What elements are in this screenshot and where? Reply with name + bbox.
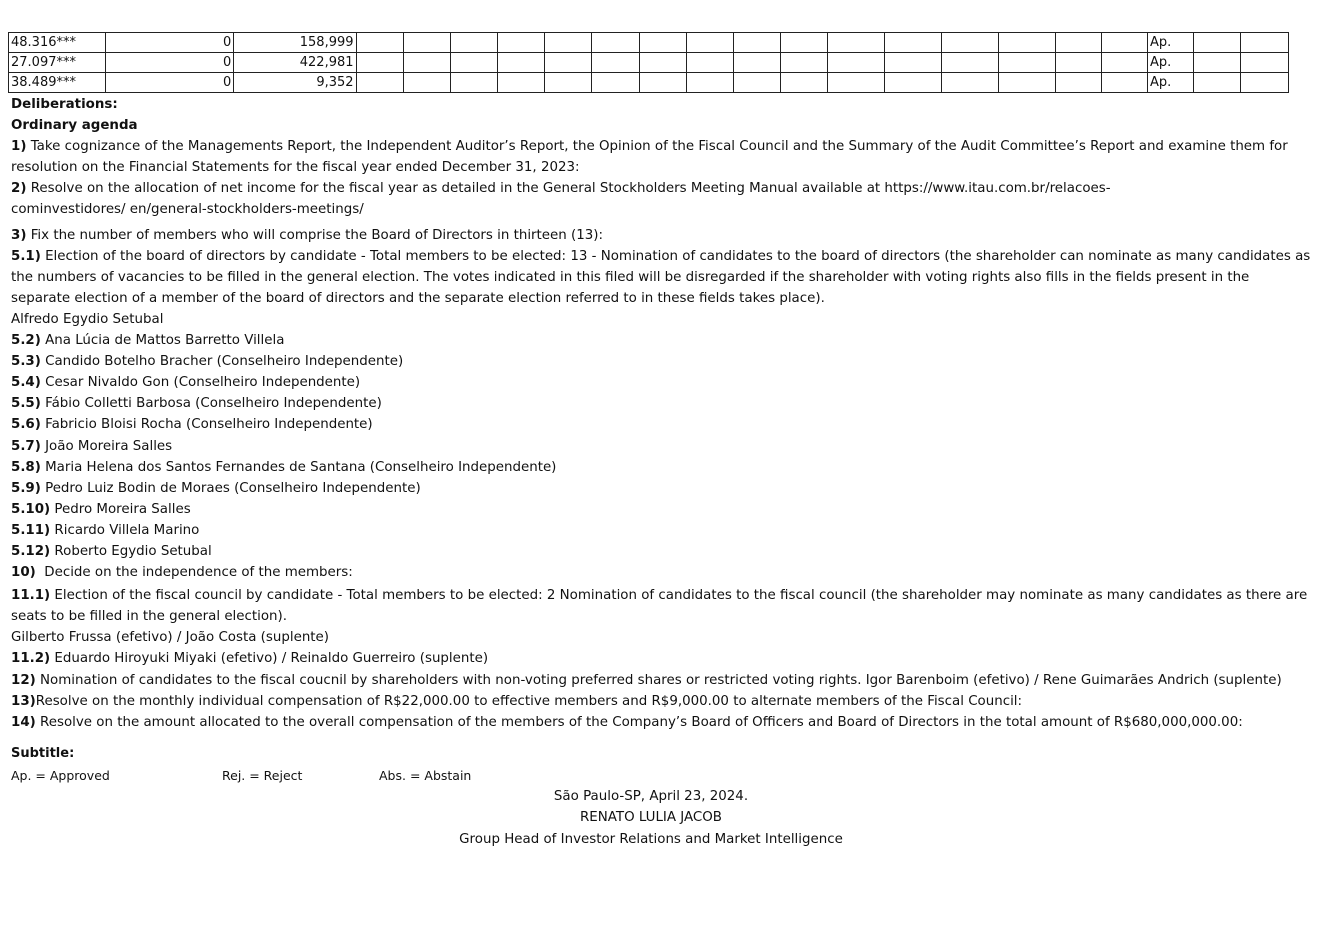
agenda-item-5-7: 5.7) João Moreira Salles	[11, 438, 173, 454]
agenda-item-5-9: 5.9) Pedro Luiz Bodin de Moraes (Conselheiro Independente)	[11, 480, 421, 496]
vote-cell: Ap.	[1148, 73, 1194, 93]
ordinary-agenda-heading: Ordinary agenda	[11, 118, 138, 134]
deliberations-section	[11, 94, 1311, 733]
legend-reject: Rej. = Reject	[222, 768, 303, 783]
shareholder-id-cell: 38.489***	[9, 73, 106, 93]
fiscal-candidate-name: Gilberto Frussa (efetivo) / João Costa (suplente)	[11, 630, 330, 646]
value-cell: 0	[105, 53, 234, 73]
agenda-item-2: 2) Resolve on the allocation of net income for the fiscal year as detailed in the General Stockholders Meeting Manual available at https://www.itau.com.br/relacoes-cominvestidores/ en/general-stockholders-meetings/	[11, 181, 1111, 218]
subtitle-heading: Subtitle:	[11, 746, 75, 761]
agenda-item-5-10: 5.10) Pedro Moreira Salles	[11, 501, 191, 517]
agenda-item-5-2: 5.2) Ana Lúcia de Mattos Barretto Villela	[11, 333, 285, 349]
agenda-item-5-3: 5.3) Candido Botelho Bracher (Conselheiro Independente)	[11, 354, 404, 370]
agenda-item-5-12: 5.12) Roberto Egydio Setubal	[11, 543, 212, 559]
table-row	[9, 33, 1337, 53]
value-cell: 0	[105, 73, 234, 93]
agenda-item-5-5: 5.5) Fábio Colletti Barbosa (Conselheiro Independente)	[11, 396, 382, 412]
agenda-item-3: 3) Fix the number of members who will comprise the Board of Directors in thirteen (13):	[11, 227, 604, 243]
agenda-item-10: 10) Decide on the independence of the members:	[11, 565, 353, 581]
shareholder-id-cell: 27.097***	[9, 53, 106, 73]
agenda-item-5-6: 5.6) Fabricio Bloisi Rocha (Conselheiro Independente)	[11, 417, 373, 433]
agenda-item-5-4: 5.4) Cesar Nivaldo Gon (Conselheiro Independente)	[11, 375, 361, 391]
signature-place-date: São Paulo-SP, April 23, 2024.	[553, 789, 749, 804]
shareholder-id-cell: 48.316***	[9, 33, 106, 53]
agenda-item-13: 13)Resolve on the monthly individual compensation of R$22,000.00 to effective members and R$9,000.00 to alternate members of the Fiscal Council:	[11, 693, 1023, 709]
legend-abstain: Abs. = Abstain	[379, 768, 472, 783]
agenda-item-5-11: 5.11) Ricardo Villela Marino	[11, 522, 200, 538]
agenda-item-11-2: 11.2) Eduardo Hiroyuki Miyaki (efetivo) / Reinaldo Guerreiro (suplente)	[11, 651, 489, 667]
deliberations-heading: Deliberations:	[11, 97, 118, 112]
vote-cell: Ap.	[1148, 53, 1194, 73]
agenda-item-5-1: 5.1) Election of the board of directors by candidate - Total members to be elected: 13 - Nomination of candidates to the board of directors (the shareholder can nominate as many candidates as the numbers of vacancies to be filled in the general election. The votes indicated in this filed will be disregarded if the shareholder with voting rights also fills in the fields present in the separate election of a member of the board of directors and the separate election referred to in these fields takes place).	[11, 248, 1311, 306]
candidate-name: Alfredo Egydio Setubal	[11, 311, 164, 327]
agenda-item-1: 1) Take cognizance of the Managements Report, the Independent Auditor’s Report, the Opinion of the Fiscal Council and the Summary of the Audit Committee’s Report and examine them for resolution on the Financial Statements for the fiscal year ended December 31, 2023:	[11, 139, 1288, 176]
shares-cell: 158,999	[234, 33, 356, 53]
table-row	[9, 53, 1337, 73]
value-cell: 0	[105, 33, 234, 53]
signature-name: RENATO LULIA JACOB	[579, 810, 722, 825]
agenda-item-12: 12) Nomination of candidates to the fiscal coucnil by shareholders with non-voting preferred shares or restricted voting rights. Igor Barenboim (efetivo) / Rene Guimarães Andrich (suplente)	[11, 672, 1282, 688]
legend-approved: Ap. = Approved	[11, 768, 110, 783]
agenda-item-14: 14) Resolve on the amount allocated to the overall compensation of the members of the Company’s Board of Officers and Board of Directors in the total amount of R$680,000,000.00:	[11, 714, 1243, 730]
signature-role: Group Head of Investor Relations and Market Intelligence	[459, 832, 843, 847]
vote-table	[8, 32, 1337, 93]
shares-cell: 422,981	[234, 53, 356, 73]
table-row	[9, 73, 1337, 93]
agenda-item-5-8: 5.8) Maria Helena dos Santos Fernandes de Santana (Conselheiro Independente)	[11, 459, 557, 475]
agenda-item-11-1: 11.1) Election of the fiscal council by candidate - Total members to be elected: 2 Nomination of candidates to the fiscal council (the shareholder may nominate as many candidates as there are seats to be filled in the general election).	[11, 588, 1308, 625]
vote-cell: Ap.	[1148, 33, 1194, 53]
shares-cell: 9,352	[234, 73, 356, 93]
